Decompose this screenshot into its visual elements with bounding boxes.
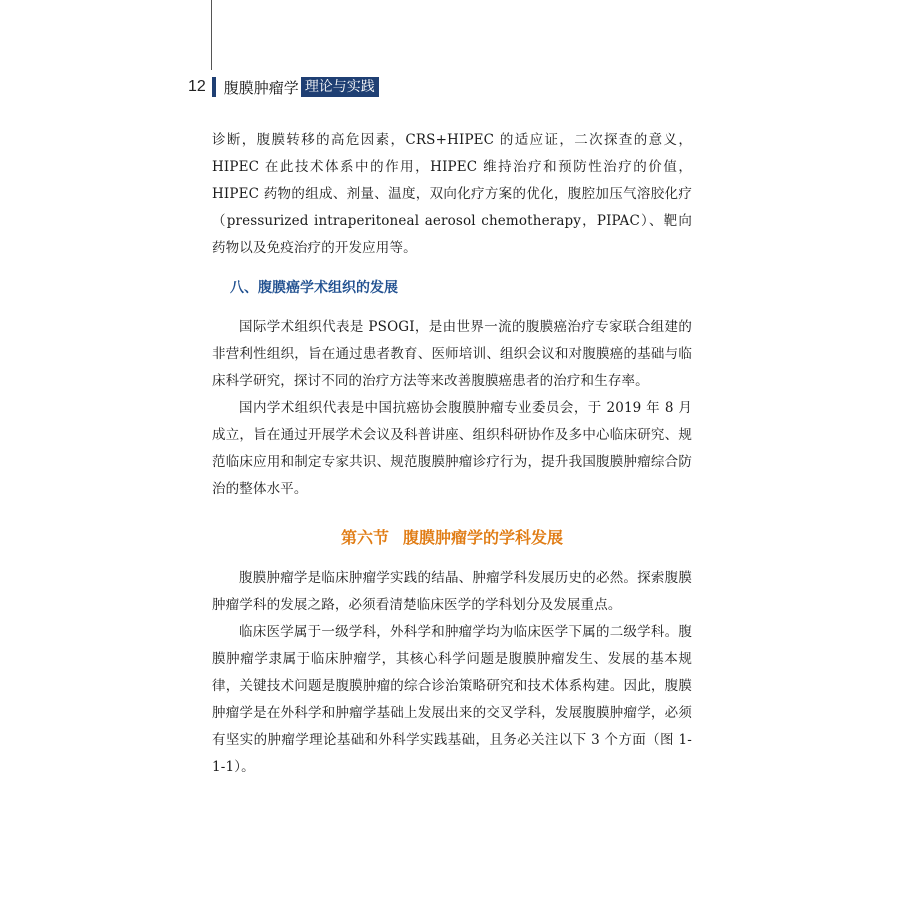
paragraph-continuation: 诊断，腹膜转移的高危因素，CRS+HIPEC 的适应证，二次探查的意义，HIPEC 在此技术体系中的作用，HIPEC 维持治疗和预防性治疗的价值，HIPEC 药物的组成、剂量、温度，双向化疗方案的优化，腹腔加压气溶胶化疗（pressurized intraperitoneal aerosol chemotherapy，PIPAC）、靶向药物以及免疫治疗的开发应用等。 — [212, 132, 692, 256]
margin-rule — [211, 0, 212, 70]
section-heading — [212, 525, 692, 551]
paragraph-international-org: 国际学术组织代表是 PSOGI，是由世界一流的腹膜癌治疗专家联合组建的非营利性组织，旨在通过患者教育、医师培训、组织会议和对腹膜癌的基础与临床科学研究，探讨不同的治疗方法等来改善腹膜癌患者的治疗和生存率。 — [212, 319, 692, 389]
book-title: 腹膜肿瘤学 — [223, 78, 299, 97]
paragraph-discipline-intro: 腹膜肿瘤学是临床肿瘤学实践的结晶、肿瘤学科发展历史的必然。探索腹膜肿瘤学科的发展之路，必须看清楚临床医学的学科划分及发展重点。 — [212, 570, 692, 613]
page-number: 12 — [188, 78, 206, 95]
subheading-academic-organizations: 八、腹膜癌学术组织的发展 — [230, 280, 398, 296]
section-label: 第六节 — [340, 528, 389, 547]
running-header — [188, 76, 379, 98]
page-body — [212, 127, 692, 781]
section-title: 腹膜肿瘤学的学科发展 — [403, 528, 564, 547]
paragraph-domestic-org: 国内学术组织代表是中国抗癌协会腹膜肿瘤专业委员会，于 2019 年 8 月成立，旨在通过开展学术会议及科普讲座、组织科研协作及多中心临床研究、规范临床应用和制定专家共识、规范腹膜肿瘤诊疗行为，提升我国腹膜肿瘤综合防治的整体水平。 — [212, 400, 692, 497]
header-divider-bar — [212, 77, 216, 97]
paragraph-discipline-detail: 临床医学属于一级学科，外科学和肿瘤学均为临床医学下属的二级学科。腹膜肿瘤学隶属于临床肿瘤学，其核心科学问题是腹膜肿瘤发生、发展的基本规律，关键技术问题是腹膜肿瘤的综合诊治策略研究和技术体系构建。因此，腹膜肿瘤学是在外科学和肿瘤学基础上发展出来的交叉学科，发展腹膜肿瘤学，必须有坚实的肿瘤学理论基础和外科学实践基础，且务必关注以下 3 个方面（图 1-1-1）。 — [212, 624, 692, 775]
book-subtitle: 理论与实践 — [301, 77, 379, 97]
